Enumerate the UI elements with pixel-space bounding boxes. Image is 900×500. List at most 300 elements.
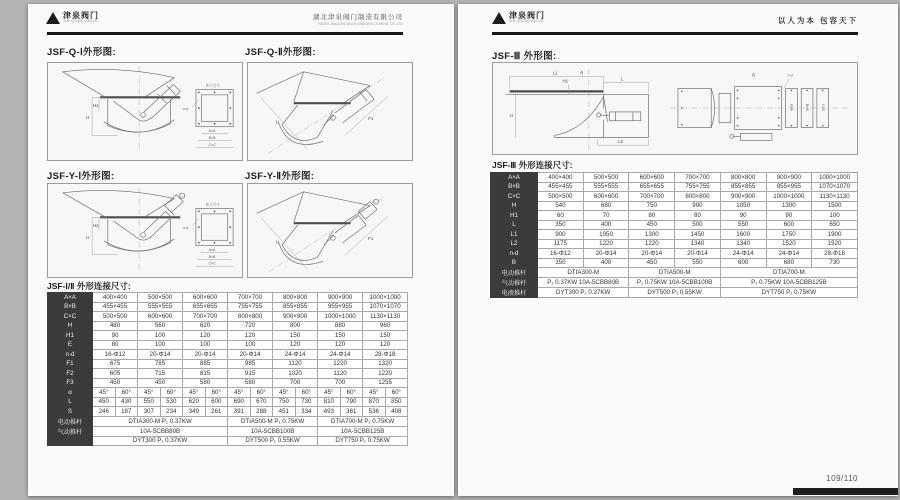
dim-cell: 20-Φ14: [228, 350, 273, 360]
dim-cell: 60°: [205, 388, 228, 398]
dim-cell: 1220: [363, 369, 408, 379]
dim-f1: F1: [368, 235, 374, 241]
dim-cell: 800×800: [720, 173, 766, 183]
dim-cell: 70: [583, 211, 629, 221]
dim-cell: 450: [138, 378, 183, 388]
dim-cell: 100: [228, 340, 273, 350]
dim-cell: 187: [115, 407, 138, 417]
row-label: H: [48, 321, 93, 331]
dim-cell: 60: [538, 211, 584, 221]
dim-cell: 455×455: [538, 182, 584, 192]
dim-cell: 600: [720, 258, 766, 268]
jsf-y2-drawing: [248, 184, 412, 277]
company-name-en: HUBEI JINQUAN VALVE MANUFACTURING CO.,LTD: [318, 22, 403, 27]
table-row: [491, 230, 858, 240]
dim-cell: 500×500: [138, 293, 183, 303]
dim-cell: 1120: [273, 359, 318, 369]
dim-cell: 430: [115, 397, 138, 407]
dim-cell: 1220: [318, 359, 363, 369]
header-company: [313, 14, 403, 27]
dim-cell: 1130×1130: [363, 312, 408, 322]
panel-jsf-q1: [47, 62, 243, 161]
logo-name: 津泉阀门: [63, 11, 99, 21]
table-row: [48, 293, 408, 303]
dim-cell: 451: [273, 407, 296, 417]
dim-cell: 45°: [138, 388, 161, 398]
dim-cell: 500×500: [93, 312, 138, 322]
dim-cell: 391: [228, 407, 251, 417]
table-row: [491, 192, 858, 202]
row-label: B: [491, 258, 538, 268]
dim-flange: 法兰尺寸: [205, 83, 220, 88]
dim-cell: 28-Φ18: [363, 350, 408, 360]
dim-cell: 1520: [812, 239, 858, 249]
table-row: [48, 436, 408, 446]
dim-cell: 20-Φ14: [675, 249, 721, 259]
jsf-y1-drawing: [48, 184, 242, 277]
dim-cell: 45°: [93, 388, 116, 398]
dim-cell: 1220: [583, 239, 629, 249]
dim-cell: 900×900: [273, 312, 318, 322]
dim-cell: 480: [93, 321, 138, 331]
jsf-q2-drawing: [248, 63, 412, 160]
dim-cell: 550: [720, 220, 766, 230]
dim-cell: 1070×1070: [363, 302, 408, 312]
dim-cell: 80: [675, 211, 721, 221]
dim-cell: 1750: [766, 230, 812, 240]
dim-cell: 80: [629, 211, 675, 221]
dim-cell: 60°: [385, 388, 408, 398]
jsf-1-2-dimension-table: [47, 292, 408, 446]
dim-cell: 288: [250, 407, 273, 417]
title-jsf-q1: JSF-Q-Ⅰ外形图:: [47, 47, 116, 58]
dim-cell: 455×455: [93, 302, 138, 312]
dim-cell: 600×600: [138, 312, 183, 322]
dim-cell: 1340: [720, 239, 766, 249]
dim-cell: 670: [250, 397, 273, 407]
brand-logo: [46, 12, 99, 24]
logo-triangle-icon: [492, 12, 506, 24]
dim-cell: 715: [138, 369, 183, 379]
dim-cell: 1050: [720, 201, 766, 211]
dim-cell: 755×755: [228, 302, 273, 312]
dim-cell: 600×600: [183, 293, 228, 303]
dim-cell: 1050: [583, 230, 629, 240]
dim-cell: 655×655: [183, 302, 228, 312]
dim-cell: 60°: [250, 388, 273, 398]
dim-cell: 60°: [160, 388, 183, 398]
dim-cell: 20-Φ14: [583, 249, 629, 259]
table-row: [48, 416, 408, 426]
dim-cell: 1000×1000: [363, 293, 408, 303]
dim-cell: 150: [363, 331, 408, 341]
table-row: [491, 268, 858, 278]
dim-cell: 600: [766, 220, 812, 230]
jsf-q1-drawing: [48, 63, 242, 160]
dim-cell: 880: [318, 321, 363, 331]
dim-cell: 60°: [295, 388, 318, 398]
dim-cell: 700×700: [228, 293, 273, 303]
table-row: [48, 397, 408, 407]
dim-cell: 580: [228, 378, 273, 388]
dim-cell: DTⅠA500-M: [629, 268, 720, 278]
dim-cell: 1500: [812, 201, 858, 211]
row-label: n-d: [48, 350, 93, 360]
dim-cell: 720: [228, 321, 273, 331]
table-row: [48, 378, 408, 388]
dim-cell: 120: [183, 331, 228, 341]
dim-cell: DYT750 P₁ 0.75KW: [720, 288, 857, 298]
dim-cell: 45°: [318, 388, 341, 398]
dim-cell: 45°: [183, 388, 206, 398]
dim-cell: 10A-5CBB100B: [228, 426, 318, 436]
row-label: L2: [491, 239, 538, 249]
dim-cell: 307: [138, 407, 161, 417]
left-page: [28, 4, 454, 496]
table-row: [48, 407, 408, 417]
header-rule: [492, 32, 858, 35]
row-label: L1: [491, 230, 538, 240]
dim-cell: 450: [93, 378, 138, 388]
row-label: 电动推杆: [491, 268, 538, 278]
table-row: [48, 331, 408, 341]
dim-cell: 690: [228, 397, 251, 407]
footer-corner-bar: [793, 488, 898, 495]
dim-cell: 855×855: [720, 182, 766, 192]
table-row: [48, 350, 408, 360]
row-label: C×C: [48, 312, 93, 322]
dim-cell: 1255: [363, 378, 408, 388]
dim-cell: 730: [812, 258, 858, 268]
row-label: L: [491, 220, 538, 230]
row-label: A×A: [491, 173, 538, 183]
dim-cell: 555×555: [583, 182, 629, 192]
dim-cell: 90: [93, 331, 138, 341]
dim-h: H: [86, 234, 90, 240]
drawing-lines: [63, 188, 233, 270]
dim-cell: 870: [363, 397, 386, 407]
dim-cell: 100: [138, 331, 183, 341]
dim-cell: 120: [228, 331, 273, 341]
row-label: H1: [48, 331, 93, 341]
dim-cell: 1130×1130: [812, 192, 858, 202]
table-row: [491, 182, 858, 192]
dim-cell: 1000×1000: [812, 173, 858, 183]
dim-cell: 10A-5CBB80B: [93, 426, 228, 436]
page-number: 109/110: [826, 474, 858, 483]
table-row: [48, 321, 408, 331]
dim-cell: 605: [93, 369, 138, 379]
dim-cell: 1020: [273, 369, 318, 379]
dim-cell: 120: [318, 340, 363, 350]
dim-cell: 680: [583, 201, 629, 211]
right-page: [458, 4, 898, 496]
dim-cell: 600×600: [629, 173, 675, 183]
dim-axa: A×A: [789, 104, 794, 111]
dim-cell: 450: [629, 258, 675, 268]
dim-cell: 550: [138, 397, 161, 407]
dim-h: H: [86, 114, 90, 120]
dim-cell: P₁ 0.75KW 10A-5CBB100B: [629, 278, 720, 288]
table-row: [48, 369, 408, 379]
dim-cell: 960: [363, 321, 408, 331]
dim-cell: 900×900: [766, 173, 812, 183]
dim-cell: 900×900: [318, 293, 363, 303]
header-slogan: [778, 16, 858, 25]
table-row: [48, 359, 408, 369]
dim-cell: 90: [766, 211, 812, 221]
dim-cell: 1070×1070: [812, 182, 858, 192]
table-row: [48, 388, 408, 398]
dim-cell: 334: [295, 407, 318, 417]
dim-cell: 1900: [812, 230, 858, 240]
dim-cell: 10A-5CBB125B: [318, 426, 408, 436]
dim-cell: 1340: [675, 239, 721, 249]
table-row: [491, 220, 858, 230]
table-row: [491, 249, 858, 259]
dim-cell: 955×955: [766, 182, 812, 192]
dim-h1: H1: [93, 223, 99, 229]
dim-cell: 90: [720, 211, 766, 221]
row-label: S: [48, 407, 93, 417]
row-label: [48, 436, 93, 446]
row-label: 气动推杆: [491, 278, 538, 288]
dim-cell: 580: [183, 378, 228, 388]
row-label: F1: [48, 359, 93, 369]
row-label: A×A: [48, 293, 93, 303]
table-row: [48, 340, 408, 350]
dim-f1: F1: [368, 115, 374, 121]
dim-cell: 700×700: [183, 312, 228, 322]
dim-cell: 750: [629, 201, 675, 211]
drawing-lines: [257, 192, 388, 272]
dim-cell: 400×400: [538, 173, 584, 183]
dim-cell: 550: [675, 258, 721, 268]
dim-cell: 20-Φ14: [629, 249, 675, 259]
dim-cell: 120: [363, 340, 408, 350]
dim-cell: 20-Φ14: [138, 350, 183, 360]
row-label: 气动推杆: [48, 426, 93, 436]
row-label: B×B: [491, 182, 538, 192]
row-label: n-d: [491, 249, 538, 259]
dim-cell: 700: [318, 378, 363, 388]
dim-l: L: [276, 239, 279, 245]
dim-cell: 1175: [538, 239, 584, 249]
dim-cell: 800×800: [228, 312, 273, 322]
dim-cell: 1450: [675, 230, 721, 240]
dim-cell: DYT750 P₁ 0.75KW: [318, 436, 408, 446]
dim-cell: 600: [205, 397, 228, 407]
row-label: 电液推杆: [491, 288, 538, 298]
row-label: E: [48, 340, 93, 350]
dim-cell: 675: [93, 359, 138, 369]
jsf-3-dimension-table: [490, 172, 858, 298]
dim-cell: 755×755: [675, 182, 721, 192]
dim-cell: DYT300 P₁ 0.37KW: [93, 436, 228, 446]
dim-cell: 60°: [340, 388, 363, 398]
dim-cell: DTⅠA700-M: [720, 268, 857, 278]
dim-cell: 20-Φ14: [183, 350, 228, 360]
table-row: [491, 173, 858, 183]
dim-cell: 408: [385, 407, 408, 417]
table-row: [491, 201, 858, 211]
dim-cxc: C×C: [820, 104, 825, 112]
dim-cell: DTⅠA700-M P₁ 0.75KW: [318, 416, 408, 426]
dim-l: L: [276, 119, 279, 125]
dim-cell: 24-Φ14: [273, 350, 318, 360]
row-label: 电动推杆: [48, 416, 93, 426]
dim-cell: DTⅠA300-M P₁ 0.37KW: [93, 416, 228, 426]
drawing-lines: [257, 72, 388, 153]
dim-cell: 450: [629, 220, 675, 230]
dim-cell: 900: [675, 201, 721, 211]
row-label: B×B: [48, 302, 93, 312]
dim-cell: 1000×1000: [766, 192, 812, 202]
dim-cxc: C×C: [208, 142, 216, 147]
dim-axa: A×A: [208, 129, 216, 134]
title-jsf-y2: JSF-Y-Ⅱ外形图:: [245, 171, 315, 182]
dim-cell: 955×955: [318, 302, 363, 312]
table-row: [491, 258, 858, 268]
dim-cell: 855×855: [273, 302, 318, 312]
dim-h1: H1: [562, 78, 569, 84]
dim-cell: 790: [340, 397, 363, 407]
dim-axa: A×A: [208, 248, 216, 253]
panel-jsf-3: [492, 62, 858, 155]
dim-cell: 600×600: [583, 192, 629, 202]
dim-cell: 915: [228, 369, 273, 379]
panel-jsf-q2: [247, 62, 413, 161]
dim-cell: 1320: [363, 359, 408, 369]
title-jsf-y1: JSF-Y-Ⅰ外形图:: [47, 171, 115, 182]
dim-cell: 700×700: [675, 173, 721, 183]
dim-cell: 45°: [363, 388, 386, 398]
dim-h1: H1: [93, 103, 99, 109]
dim-cell: 560: [138, 321, 183, 331]
dim-cell: 555×555: [138, 302, 183, 312]
dim-cell: 680: [766, 258, 812, 268]
dim-nd: n-d: [183, 107, 189, 112]
dim-cell: 100: [138, 340, 183, 350]
dim-bxb: B×B: [208, 254, 216, 259]
dim-cell: 350: [538, 258, 584, 268]
dim-cell: DYT500 P₁ 0.55KW: [629, 288, 720, 298]
dim-l1: L1: [552, 70, 558, 76]
row-label: F2: [48, 369, 93, 379]
dim-cell: 1600: [720, 230, 766, 240]
title-jsf-3: JSF-Ⅲ 外形图:: [492, 51, 557, 62]
dim-cell: 16-Φ12: [93, 350, 138, 360]
row-label: α: [48, 388, 93, 398]
dim-cell: 500×500: [538, 192, 584, 202]
row-label: C×C: [491, 192, 538, 202]
dim-cell: 45°: [273, 388, 296, 398]
dim-cell: 530: [160, 397, 183, 407]
dim-cell: 1220: [629, 239, 675, 249]
dim-l2: L2: [618, 139, 624, 145]
dim-cell: 815: [183, 369, 228, 379]
dim-cell: 500: [675, 220, 721, 230]
dim-b: B: [752, 72, 756, 78]
dim-cell: 700×700: [629, 192, 675, 202]
dim-cell: 100: [183, 340, 228, 350]
dim-cell: 1120: [318, 369, 363, 379]
table-row: [48, 312, 408, 322]
dim-nd: n-d: [183, 226, 189, 231]
dim-cell: DTⅠA300-M: [538, 268, 629, 278]
dim-cxc: C×C: [208, 261, 216, 266]
dim-cell: 45°: [228, 388, 251, 398]
dim-bxb: B×B: [805, 104, 810, 111]
dim-l: L: [621, 76, 624, 82]
dim-cell: 16-Φ12: [538, 249, 584, 259]
logo-triangle-icon: [46, 12, 60, 24]
dim-cell: 500×500: [583, 173, 629, 183]
dim-cell: 400: [583, 258, 629, 268]
dim-cell: 450: [93, 397, 116, 407]
dim-cell: 655×655: [629, 182, 675, 192]
panel-jsf-y2: [247, 183, 413, 278]
dim-cell: 100: [812, 211, 858, 221]
dim-cell: 730: [295, 397, 318, 407]
dim-cell: 261: [205, 407, 228, 417]
table-row: [491, 278, 858, 288]
row-label: F3: [48, 378, 93, 388]
dim-cell: 1520: [766, 239, 812, 249]
dim-cell: 900×900: [720, 192, 766, 202]
dim-cell: DTⅠA500-M P₁ 0.75KW: [228, 416, 318, 426]
drawing-lines: [63, 67, 233, 151]
dim-cell: 150: [273, 331, 318, 341]
table-row: [48, 302, 408, 312]
header-rule: [47, 32, 403, 35]
dim-cell: 24-Φ14: [720, 249, 766, 259]
dim-cell: 60°: [115, 388, 138, 398]
dim-h: H: [509, 112, 513, 118]
dim-cell: 800×800: [273, 293, 318, 303]
dim-cell: 350: [538, 220, 584, 230]
dim-a: A: [580, 69, 584, 75]
dim-cell: 1300: [766, 201, 812, 211]
dim-cell: 810: [318, 397, 341, 407]
title-jsf-q2: JSF-Q-Ⅱ外形图:: [245, 47, 316, 58]
table-row: [48, 426, 408, 436]
dim-cell: 493: [318, 407, 341, 417]
dim-cell: 850: [385, 397, 408, 407]
dim-cell: 620: [183, 321, 228, 331]
dim-cell: 536: [363, 407, 386, 417]
dim-cell: 785: [138, 359, 183, 369]
logo-subtext: JIN QUAN VALVE: [63, 19, 99, 24]
dim-cell: P₁ 0.75KW 10A-5CBB125B: [720, 278, 857, 288]
company-name: 湖北津泉阀门制造有限公司: [313, 14, 403, 21]
dim-cell: P₁ 0.37KW 10A-5CBB80B: [538, 278, 629, 288]
dim-cell: 800: [273, 321, 318, 331]
row-label: H: [491, 201, 538, 211]
logo-subtext: JIN QUAN VALVE: [509, 19, 545, 24]
dim-cell: 246: [93, 407, 116, 417]
drawing-lines: [506, 69, 848, 149]
dim-cell: 1000×1000: [318, 312, 363, 322]
dim-cell: 361: [340, 407, 363, 417]
slogan-text: 以人为本 包容天下: [777, 16, 858, 25]
dim-nd: n-d: [787, 73, 793, 78]
row-label: H1: [491, 211, 538, 221]
table-row: [491, 211, 858, 221]
dim-cell: 24-Φ14: [318, 350, 363, 360]
dim-cell: DYT300 P₁ 0.37KW: [538, 288, 629, 298]
dim-cell: 650: [812, 220, 858, 230]
